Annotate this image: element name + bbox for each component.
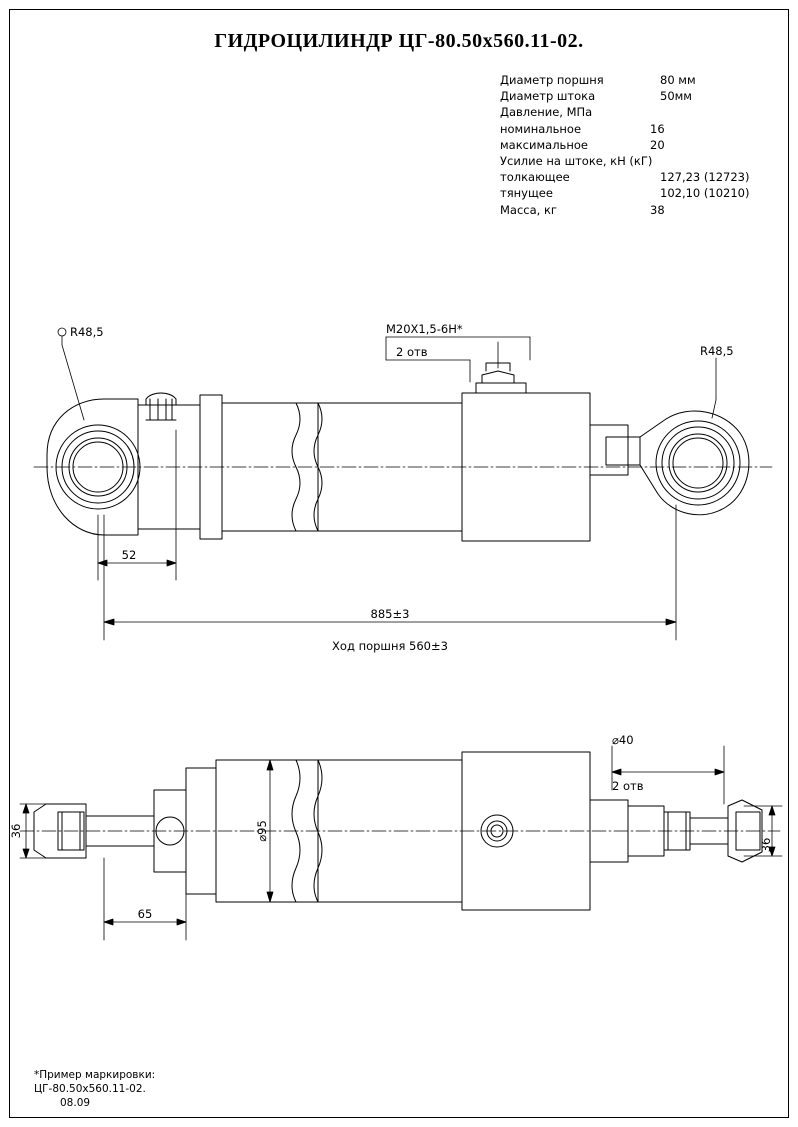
dimension-65 [104, 858, 186, 940]
right-rod-eye [640, 411, 749, 515]
label-dia-40: ⌀40 [612, 733, 634, 747]
label-dim-36-right: 36 [759, 837, 773, 853]
page-title: ГИДРОЦИЛИНДР ЦГ-80.50х560.11-02. [214, 30, 584, 52]
spec-label: Давление, МПа [500, 105, 593, 120]
note-line-1: *Пример маркировки: [34, 1069, 156, 1081]
label-thread-qty: 2 отв [396, 345, 428, 359]
spec-label: тянущее [500, 186, 553, 201]
label-thread: M20X1,5-6H* [386, 322, 463, 336]
spec-value: 38 [650, 202, 665, 217]
spec-label: толкающее [500, 170, 570, 185]
note-line-3: 08.09 [60, 1097, 91, 1109]
label-dim-65: 65 [137, 907, 153, 921]
spec-label: Диаметр штока [500, 89, 596, 104]
label-dim-885: 885±3 [370, 607, 410, 621]
spec-label: Усилие на штоке, кН (кГ) [500, 153, 653, 168]
marking-example-note [34, 1068, 155, 1110]
spec-value: 16 [650, 121, 665, 136]
spec-value: 80 мм [660, 73, 696, 87]
label-dia-95: ⌀95 [255, 820, 269, 842]
spec-value: 50мм [660, 89, 692, 104]
leader-r48-left [58, 328, 84, 420]
spec-value: 102,10 (10210) [660, 186, 750, 201]
dimension-dia40 [612, 746, 724, 804]
spec-value: 127,23 (12723) [660, 170, 750, 185]
note-line-2: ЦГ-80.50х560.11-02. [34, 1083, 146, 1095]
label-dim-52: 52 [121, 548, 137, 562]
label-dia-40-qty: 2 отв [612, 779, 644, 793]
spec-value: 20 [650, 137, 665, 152]
label-dim-36-left: 36 [9, 823, 23, 839]
label-r48-left: R48,5 [70, 325, 104, 339]
label-stroke: Ход поршня 560±3 [332, 639, 448, 653]
label-r48-right: R48,5 [700, 344, 734, 358]
leader-r48-right [712, 358, 716, 418]
spec-label: максимальное [500, 137, 588, 152]
spec-label: номинальное [500, 121, 582, 136]
piston-rod [138, 363, 640, 541]
spec-label: Масса, кг [500, 202, 557, 217]
spec-label: Диаметр поршня [500, 73, 604, 87]
